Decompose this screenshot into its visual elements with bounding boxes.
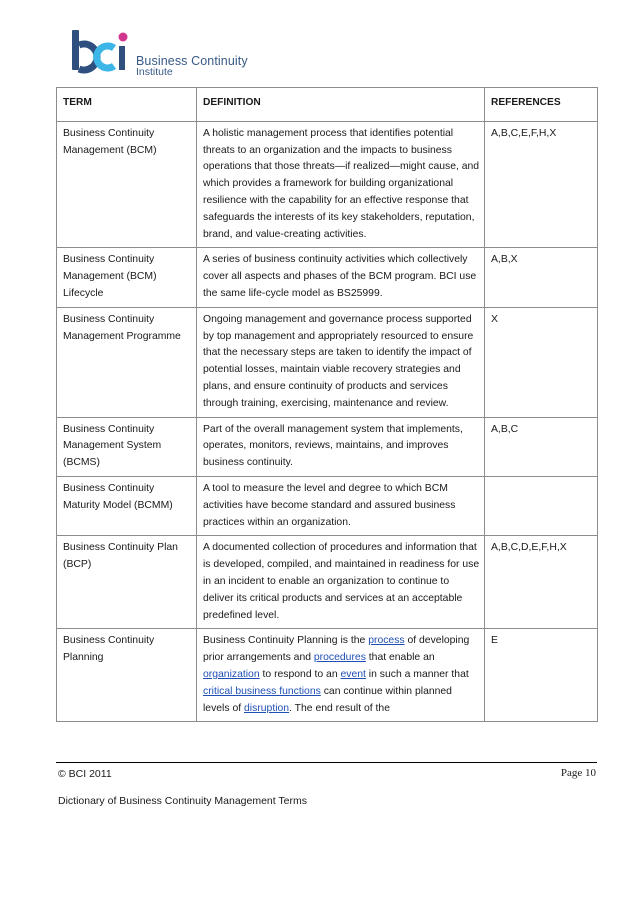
- logo-text-line2: Institute: [136, 66, 173, 78]
- references-cell: A,B,X: [485, 248, 598, 307]
- references-cell: [485, 476, 598, 535]
- table-header-row: [57, 88, 598, 122]
- references-cell: A,B,C,E,F,H,X: [485, 121, 598, 248]
- definition-text: to respond to an: [259, 668, 341, 680]
- table-row: [57, 417, 598, 476]
- term-cell: Business Continuity Management System (BCMS): [57, 417, 197, 476]
- table-row: [57, 476, 598, 535]
- term-cell: Business Continuity Management (BCM) Lifecycle: [57, 248, 197, 307]
- footer-document-title: Dictionary of Business Continuity Management Terms: [58, 795, 308, 807]
- footer-page-number: Page 10: [560, 767, 596, 779]
- table-row: [57, 307, 598, 417]
- term-cell: Business Continuity Plan (BCP): [57, 536, 197, 629]
- references-cell: A,B,C,D,E,F,H,X: [485, 536, 598, 629]
- definition-text: in such a manner that: [365, 668, 469, 680]
- header-term: TERM: [57, 88, 197, 122]
- definition-text: that enable an: [365, 652, 435, 664]
- footer-divider: [56, 762, 597, 763]
- link-organization[interactable]: organization: [203, 668, 260, 680]
- definition-cell: A documented collection of procedures and information that is developed, compiled, and maintained in readiness for use in an incident to enable an organization to continue to deliver its critical products and services at an acceptable predefined level.: [197, 536, 485, 629]
- definition-text: . The end result of the: [289, 702, 390, 714]
- footer-copyright: © BCI 2011: [58, 768, 112, 780]
- link-procedures[interactable]: procedures: [313, 652, 366, 664]
- term-cell: Business Continuity Management Programme: [57, 307, 197, 417]
- definition-text: Business Continuity Planning is the: [203, 635, 369, 647]
- definition-text: can continue within planned levels of: [203, 685, 452, 714]
- link-critical-business-functions[interactable]: critical business functions: [203, 685, 321, 697]
- table-row: [57, 629, 598, 722]
- term-cell: Business Continuity Management (BCM): [57, 121, 197, 248]
- definition-cell: [197, 629, 485, 722]
- table-row: [57, 536, 598, 629]
- header-references: REFERENCES: [485, 88, 598, 122]
- link-process[interactable]: process: [368, 635, 405, 647]
- definition-text: of developing prior arrangements and: [203, 635, 470, 664]
- term-cell: Business Continuity Planning: [57, 629, 197, 722]
- definition-cell: A tool to measure the level and degree to which BCM activities have become standard and assured business practices within an organization.: [197, 476, 485, 535]
- link-disruption[interactable]: disruption: [244, 702, 290, 714]
- term-cell: Business Continuity Maturity Model (BCMM): [57, 476, 197, 535]
- references-cell: X: [485, 307, 598, 417]
- table-row: [57, 248, 598, 307]
- references-cell: A,B,C: [485, 417, 598, 476]
- link-event[interactable]: event: [340, 668, 366, 680]
- definition-cell: A series of business continuity activities which collectively cover all aspects and phases of the BCM program. BCI use the same life-cycle model as BS25999.: [197, 248, 485, 307]
- references-cell: E: [485, 629, 598, 722]
- definition-cell: A holistic management process that identifies potential threats to an organization and the impacts to business operations that those threats—if realized—might cause, and which provides a framework for building organizational resilience with the capability for an effective response that safeguards the interests of its key stakeholders, reputation, brand, and value-creating activities.: [197, 121, 485, 248]
- table-row: [57, 121, 598, 248]
- definition-cell: Ongoing management and governance process supported by top management and appropriately resourced to ensure that the necessary steps are taken to identify the impact of potential losses, maintain viable recovery strategies and plans, and ensure continuity of products and services through training, exercising, maintenance and review.: [197, 307, 485, 417]
- terms-table: [56, 87, 598, 722]
- header-definition: DEFINITION: [197, 88, 485, 122]
- definition-cell: Part of the overall management system that implements, operates, monitors, reviews, maintains, and improves business continuity.: [197, 417, 485, 476]
- logo-text-line1: Business Continuity: [136, 54, 248, 68]
